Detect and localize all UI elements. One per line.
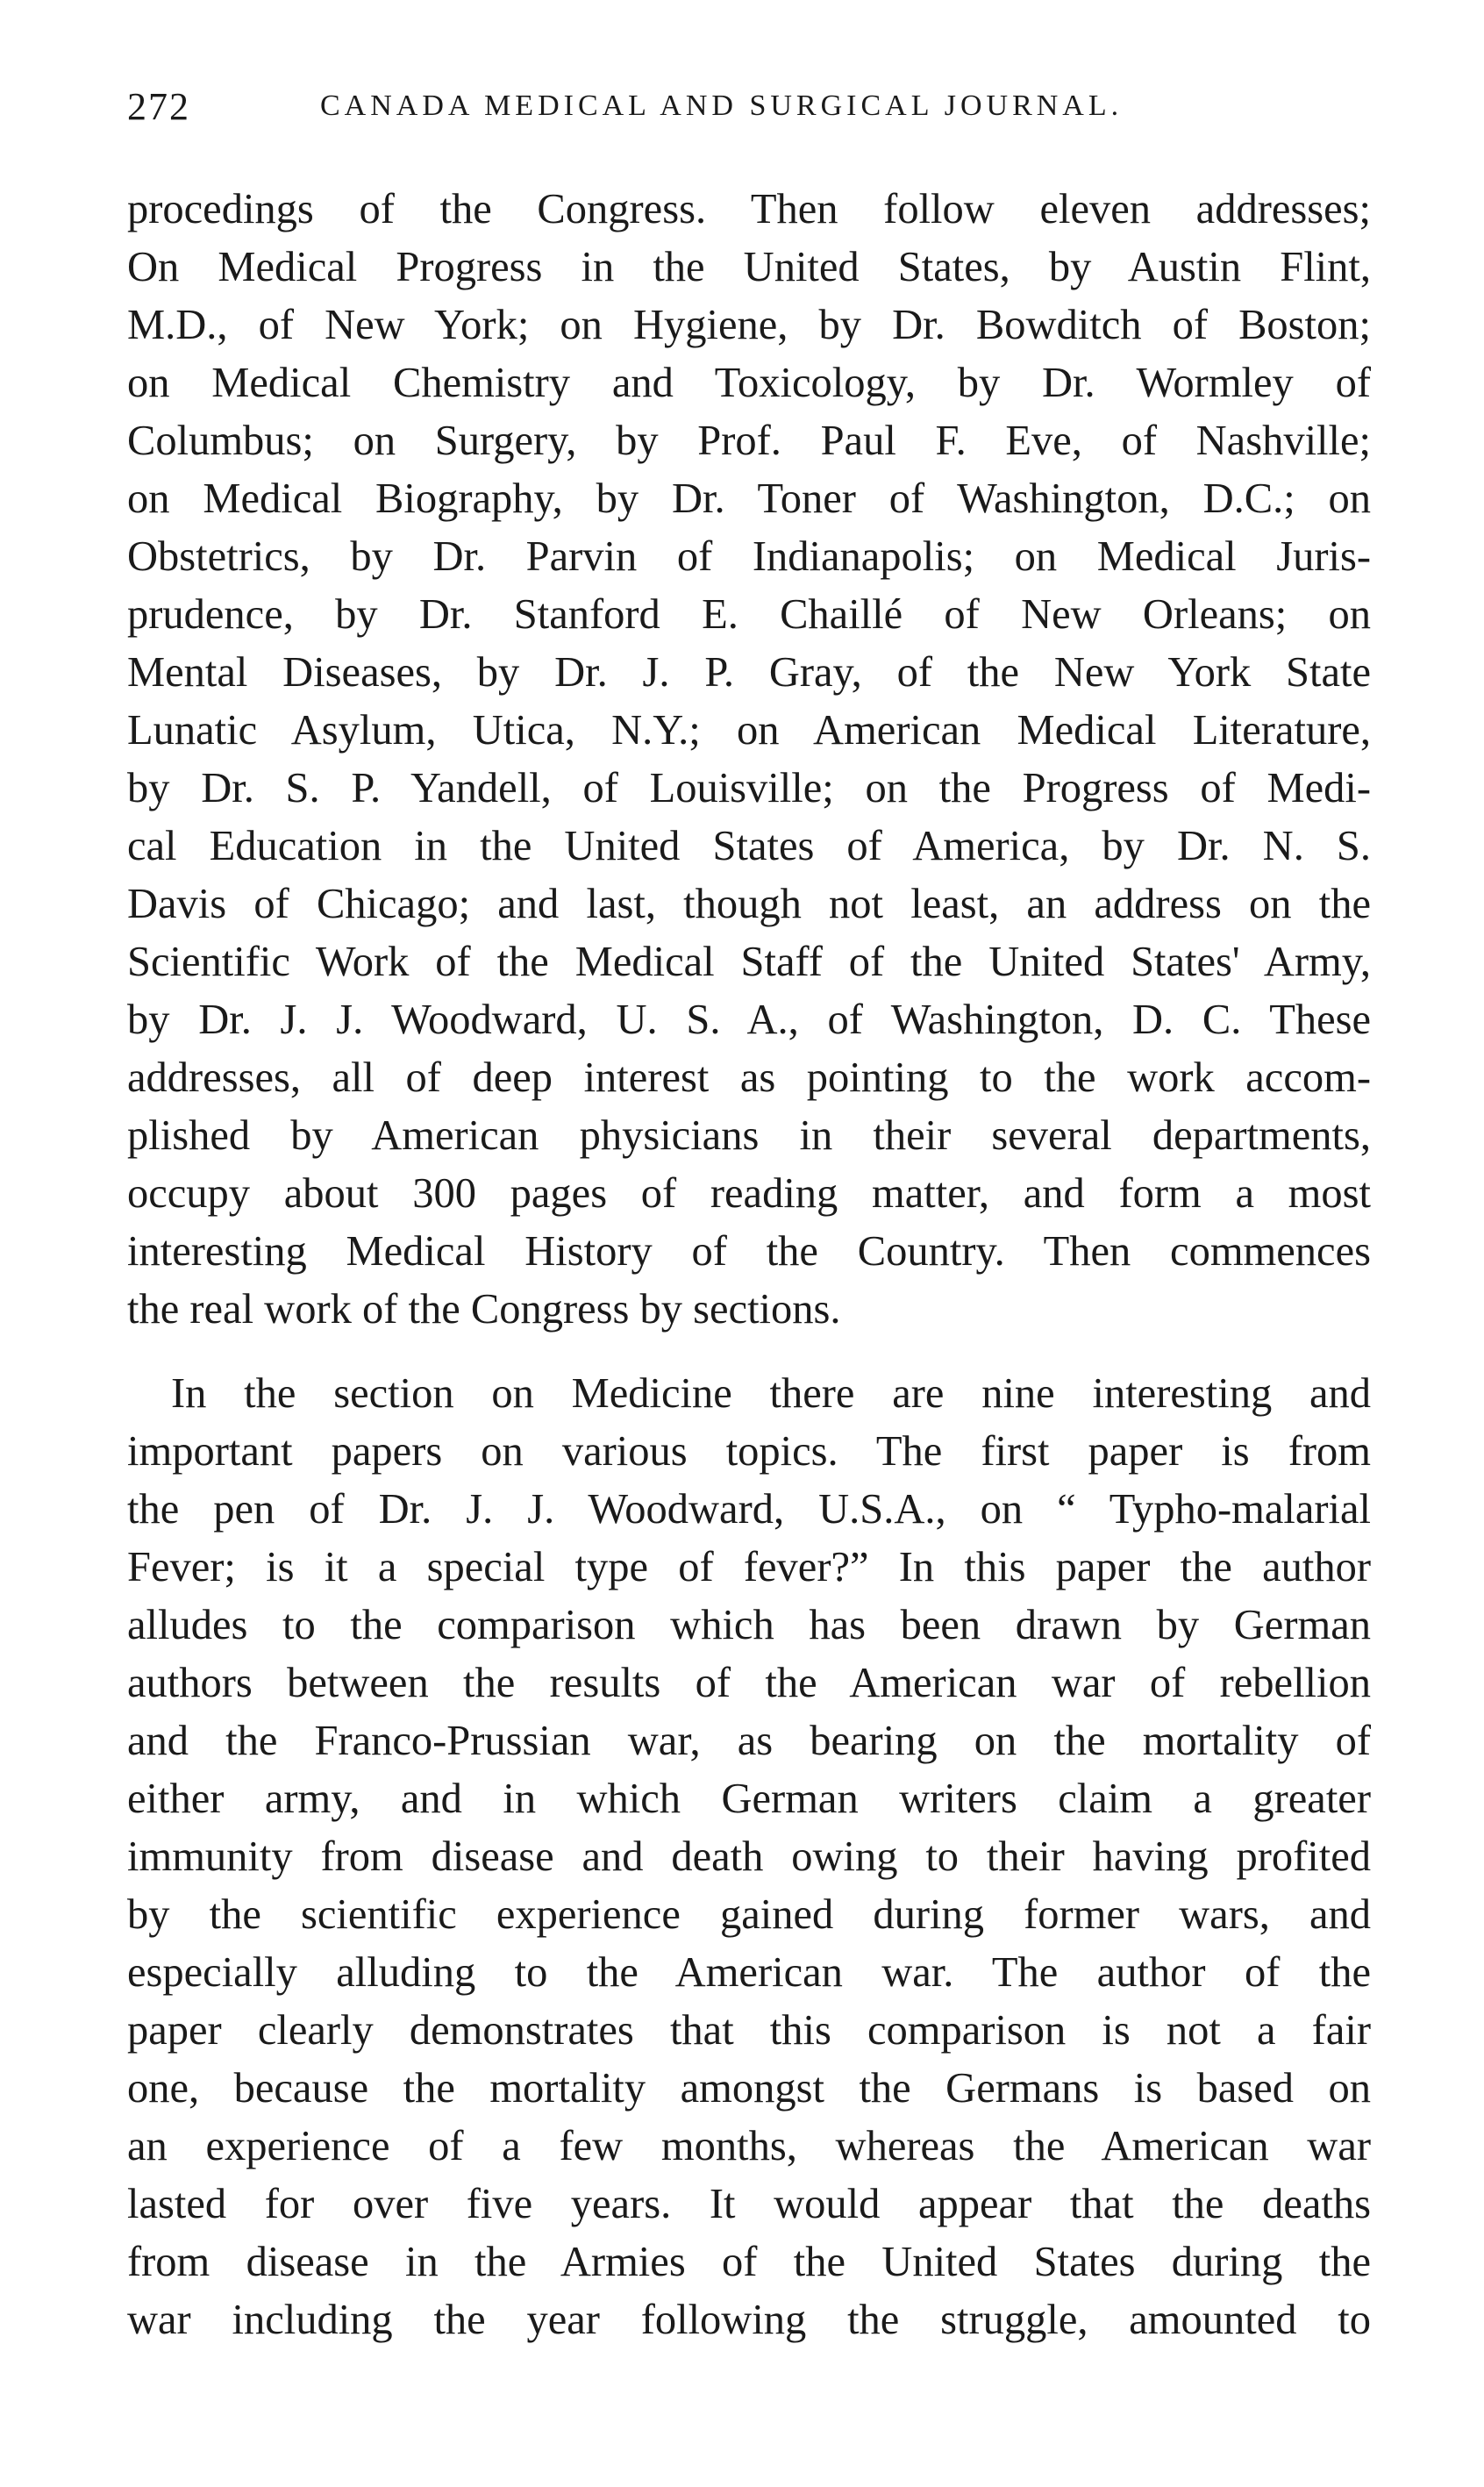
text-line: an experience of a few months, whereas the American war: [127, 2123, 1371, 2169]
journal-title: CANADA MEDICAL AND SURGICAL JOURNAL.: [320, 89, 1124, 122]
text-line: by the scientific experience gained during former wars, and: [127, 1891, 1371, 1938]
text-line: prudence, by Dr. Stanford E. Chaillé of New Orleans; on: [127, 591, 1371, 638]
text-line: interesting Medical History of the Country. Then commences: [127, 1228, 1371, 1275]
text-line: Mental Diseases, by Dr. J. P. Gray, of the New York State: [127, 649, 1371, 696]
text-line: M.D., of New York; on Hygiene, by Dr. Bowditch of Boston;: [127, 302, 1371, 348]
text-line: especially alluding to the American war. The author of the: [127, 1949, 1371, 1996]
text-line: the real work of the Congress by sections.: [127, 1286, 841, 1333]
text-line: from disease in the Armies of the United States during the: [127, 2239, 1371, 2285]
text-line: paper clearly demonstrates that this comparison is not a fair: [127, 2007, 1371, 2054]
text-line: by Dr. J. J. Woodward, U. S. A., of Washington, D. C. These: [127, 997, 1371, 1043]
page-number: 272: [127, 85, 190, 128]
text-line: In the section on Medicine there are nine interesting and: [171, 1370, 1371, 1417]
text-line: Fever; is it a special type of fever?” In this paper the author: [127, 1544, 1371, 1590]
text-line: cal Education in the United States of America, by Dr. N. S.: [127, 823, 1371, 869]
text-line: on Medical Chemistry and Toxicology, by Dr. Wormley of: [127, 360, 1371, 406]
text-line: lasted for over five years. It would appear that the deaths: [127, 2181, 1371, 2227]
text-line: and the Franco-Prussian war, as bearing on the mortality of: [127, 1718, 1371, 1764]
text-line: Lunatic Asylum, Utica, N.Y.; on American Medical Literature,: [127, 707, 1371, 754]
text-line: one, because the mortality amongst the Germans is based on: [127, 2065, 1371, 2112]
text-line: Davis of Chicago; and last, though not least, an address on the: [127, 881, 1371, 927]
text-line: procedings of the Congress. Then follow eleven addresses;: [127, 186, 1371, 232]
text-line: immunity from disease and death owing to their having profited: [127, 1833, 1371, 1880]
text-line: On Medical Progress in the United States, by Austin Flint,: [127, 244, 1371, 290]
running-head: [127, 84, 1373, 137]
text-line: the pen of Dr. J. J. Woodward, U.S.A., on “ Typho-malarial: [127, 1486, 1371, 1533]
text-line: on Medical Biography, by Dr. Toner of Washington, D.C.; on: [127, 475, 1371, 522]
text-line: war including the year following the struggle, amounted to: [127, 2297, 1371, 2343]
text-line: by Dr. S. P. Yandell, of Louisville; on the Progress of Medi-: [127, 765, 1371, 811]
text-line: important papers on various topics. The first paper is from: [127, 1428, 1371, 1475]
text-line: either army, and in which German writers claim a greater: [127, 1776, 1371, 1822]
text-line: Obstetrics, by Dr. Parvin of Indianapolis; on Medical Juris-: [127, 533, 1371, 580]
text-line: authors between the results of the American war of rebellion: [127, 1660, 1371, 1706]
text-line: Columbus; on Surgery, by Prof. Paul F. Eve, of Nashville;: [127, 418, 1371, 464]
text-line: plished by American physicians in their several departments,: [127, 1112, 1371, 1159]
text-line: alludes to the comparison which has been drawn by German: [127, 1602, 1371, 1648]
text-line: occupy about 300 pages of reading matter, and form a most: [127, 1170, 1371, 1217]
text-line: addresses, all of deep interest as pointing to the work accom-: [127, 1054, 1371, 1101]
text-line: Scientific Work of the Medical Staff of the United States' Army,: [127, 939, 1371, 985]
